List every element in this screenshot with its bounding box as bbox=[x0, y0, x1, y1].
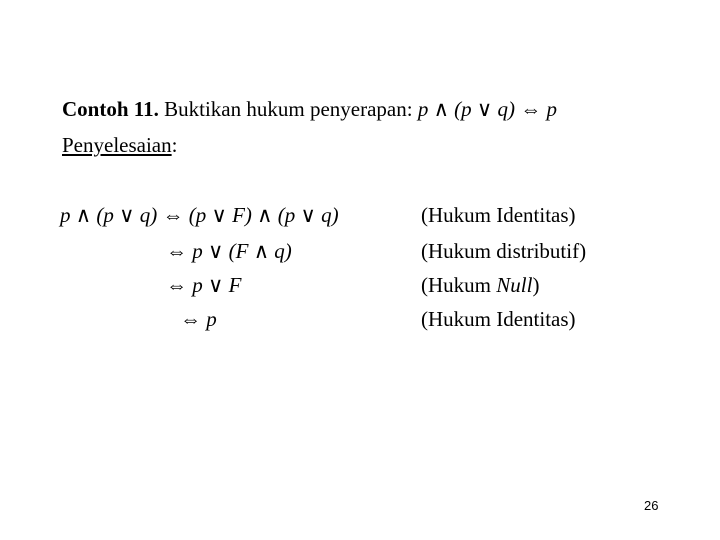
proof-step-3: ⇔ p ∨ F bbox=[166, 273, 242, 297]
example-heading bbox=[62, 97, 557, 121]
example-label: Contoh 11. bbox=[62, 97, 159, 121]
proof-reason-3-suffix: ) bbox=[532, 273, 540, 297]
example-instruction: Buktikan hukum penyerapan: bbox=[164, 97, 413, 121]
proof-step-4: ⇔ p bbox=[180, 307, 217, 331]
proof-reason-4: (Hukum Identitas) bbox=[421, 307, 576, 331]
proof-step-1: p ∧ (p ∨ q) ⇔ (p ∨ F) ∧ (p ∨ q) bbox=[60, 203, 339, 227]
solution-heading bbox=[62, 133, 177, 157]
proof-reason-3-law: Null bbox=[496, 273, 533, 297]
proof-step-2: ⇔ p ∨ (F ∧ q) bbox=[166, 239, 292, 263]
proof-reason-3-prefix: (Hukum bbox=[421, 273, 497, 297]
proof-reason-1: (Hukum Identitas) bbox=[421, 203, 576, 227]
proof-reason-2: (Hukum distributif) bbox=[421, 239, 587, 263]
solution-label: Penyelesaian bbox=[62, 133, 172, 157]
page-number: 26 bbox=[644, 498, 659, 513]
example-formula: p ∧ (p ∨ q) ⇔ p bbox=[417, 97, 558, 121]
proof-reason-3 bbox=[421, 273, 539, 297]
solution-colon: : bbox=[171, 133, 178, 157]
